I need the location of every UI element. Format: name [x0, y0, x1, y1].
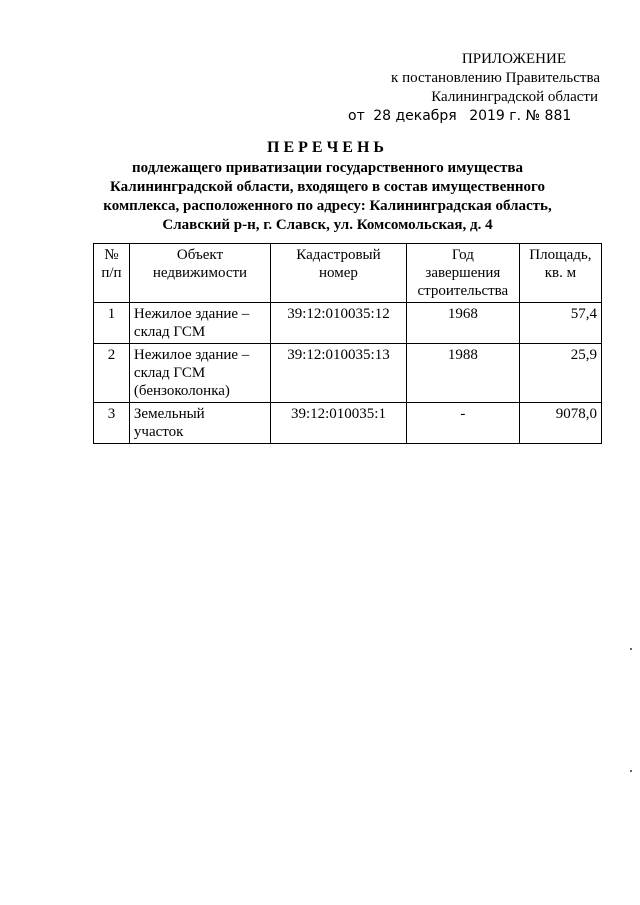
scan-speck [630, 770, 632, 772]
header-cell-line: Год [451, 247, 474, 263]
date-prefix: от [348, 108, 365, 124]
appendix-block [300, 50, 600, 126]
heading-line-4: Славский р-н, г. Славск, ул. Комсомольская, д. 4 [162, 217, 493, 233]
date-year: 2019 г. [469, 108, 522, 124]
header-cell-line: завершения [425, 265, 501, 281]
cell-line: Нежилое здание – [133, 306, 250, 322]
header-cell-line: недвижимости [152, 265, 248, 281]
cell-object [129, 303, 270, 344]
document-heading [80, 138, 575, 235]
cell-number: 1 [94, 303, 130, 344]
appendix-date-line [300, 107, 600, 126]
header-cell-line: строительства [417, 283, 509, 299]
cell-object [129, 403, 270, 444]
appendix-line-2: Калининградской области [431, 89, 598, 105]
property-table [93, 243, 602, 444]
header-cell-line: номер [319, 265, 358, 281]
header-number [94, 244, 130, 303]
header-cell-line: Площадь, [529, 247, 592, 263]
header-year [406, 244, 519, 303]
header-cell-line: кв. м [544, 265, 577, 281]
cell-area: 25,9 [519, 344, 601, 403]
table-row [94, 344, 602, 403]
appendix-line-1: к постановлению Правительства [391, 70, 600, 86]
cell-object [129, 344, 270, 403]
resolution-number: 881 [544, 108, 572, 124]
cell-cadastral: 39:12:010035:1 [270, 403, 406, 444]
cell-line: склад ГСМ [133, 324, 206, 340]
number-sign: № [525, 108, 541, 124]
scan-speck [630, 648, 632, 650]
header-cell-line: Объект [176, 247, 224, 263]
document-title: ПЕРЕЧЕНЬ [267, 139, 388, 156]
table-header-row [94, 244, 602, 303]
header-cell-line: № [104, 247, 119, 263]
header-cell-line: Кадастровый [296, 247, 381, 263]
table-row [94, 403, 602, 444]
heading-line-2: Калининградской области, входящего в состав имущественного [110, 179, 545, 195]
cell-number: 3 [94, 403, 130, 444]
cell-line: (бензоколонка) [133, 383, 230, 399]
cell-line: склад ГСМ [133, 365, 206, 381]
cell-cadastral: 39:12:010035:13 [270, 344, 406, 403]
heading-line-3: комплекса, расположенного по адресу: Калининградская область, [103, 198, 552, 214]
cell-year: - [406, 403, 519, 444]
heading-line-1: подлежащего приватизации государственного имущества [132, 160, 523, 176]
header-cadastral [270, 244, 406, 303]
cell-line: Земельный [133, 406, 205, 422]
table-row [94, 303, 602, 344]
header-object [129, 244, 270, 303]
header-area [519, 244, 601, 303]
header-cell-line: п/п [101, 265, 122, 281]
cell-line: участок [133, 424, 184, 440]
cell-number: 2 [94, 344, 130, 403]
cell-cadastral: 39:12:010035:12 [270, 303, 406, 344]
cell-area: 9078,0 [519, 403, 601, 444]
date-day-month: 28 декабря [373, 108, 457, 124]
cell-year: 1988 [406, 344, 519, 403]
appendix-title: ПРИЛОЖЕНИЕ [461, 51, 566, 67]
cell-line: Нежилое здание – [133, 347, 250, 363]
cell-year: 1968 [406, 303, 519, 344]
cell-area: 57,4 [519, 303, 601, 344]
